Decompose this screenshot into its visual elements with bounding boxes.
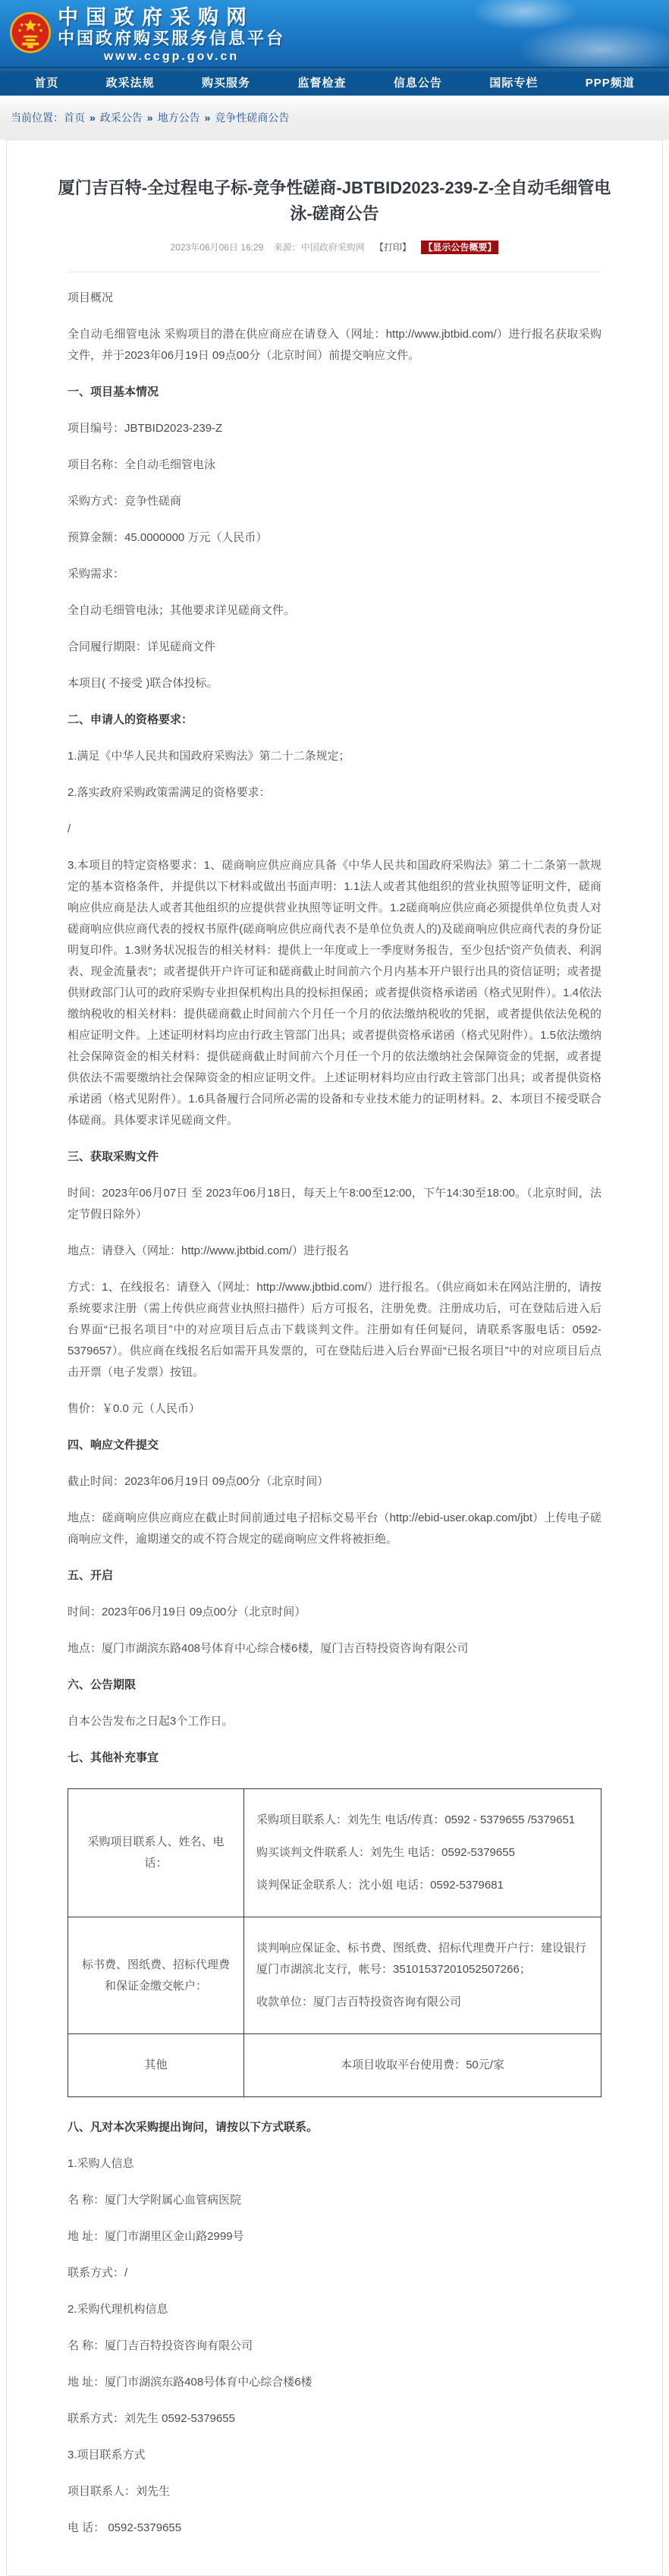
nav-item-purchase-services[interactable]: 购买服务 (202, 76, 251, 90)
table-label-payment-account: 标书费、图纸费、招标代理费和保证金缴交帐户： (68, 1917, 244, 2034)
section-heading-inquiries: 八、凡对本次采购提出询问，请按以下方式联系。 (68, 2121, 319, 2134)
breadcrumb-item-local[interactable]: 地方公告 (157, 112, 200, 124)
procurement-demand-label: 采购需求： (68, 568, 125, 581)
agency-info-label: 2.采购代理机构信息 (68, 2303, 168, 2317)
account-line-bank: 谈判响应保证金、标书费、图纸费、招标代理费开户行：建设银行厦门市湖滨北支行，帐号：35101537201052507266； (256, 1942, 586, 1977)
project-number: 项目编号：JBTBID2023-239-Z (68, 422, 223, 436)
project-contact-person: 项目联系人：刘先生 (68, 2485, 171, 2499)
contact-line-project: 采购项目联系人：刘先生 电话/传真：0592 - 5379655 /5379651 (256, 1813, 576, 1827)
qualification-item-1: 1.满足《中华人民共和国政府采购法》第二十二条规定； (68, 750, 350, 763)
site-header (0, 0, 669, 67)
nav-item-regulations[interactable]: 政采法规 (105, 76, 155, 90)
section-heading-opening: 五、开启 (68, 1569, 114, 1583)
qualification-item-3: 3.本项目的特定资格要求：1、磋商响应供应商应具备《中华人民共和国政府采购法》第二十二条第一款规定的基本资格条件，并提供以下材料或做出书面声明：1.1法人或者其他组织的营业执照等证明文件，磋商响应供应商是法人或者其他组织的应提供营业执照等证明文件。1.2磋商响应供应商必须提供单位负责人对磋商响应供应商代表的授权书原件(磋商响应供应商代表不是单位负责人的)及磋商响应供应商代表的身份证明复印件。1.3财务状况报告的相关材料：提供上一年度或上一季度财务报告，至少包括“资产负债表、利润表、现金流量表”；或者提供开户许可证和磋商截止时间前六个月内基本开户银行出具的资信证明；或者提供财政部门认可的政府采购专业担保机构出具的投标担保函；或者提供资格承诺函（格式见附件）。1.4依法缴纳税收的相关材料：提供磋商截止时间前六个月任一个月的依法缴纳税收的凭据，或者提供依法免税的相应证明文件。上述证明材料均应由行政主管部门出具；或者提供资格承诺函（格式见附件）。1.5依法缴纳社会保障资金的相关材料：提供磋商截止时间前六个月任一个月的依法缴纳社会保障资金的凭据，或者提供依法不需要缴纳社会保障资金的相应证明文件。上述证明材料均应由行政主管部门出具；或者提供资格承诺函（格式见附件）。1.6具备履行合同所必需的设备和专业技术能力的证明材料。2、本项目不接受联合体磋商。具体要求详见磋商文件。 (68, 859, 601, 1128)
consortium-bid-note: 本项目( 不接受 )联合体投标。 (68, 677, 218, 690)
breadcrumb-item-competitive-consultation[interactable]: 竞争性磋商公告 (215, 112, 290, 124)
obtain-time: 时间：2023年06月07日 至 2023年06月18日，每天上午8:00至12:00，下午14:30至18:00。（北京时间，法定节假日除外） (68, 1187, 601, 1222)
nav-item-ppp-channel[interactable]: PPP频道 (585, 76, 635, 90)
project-overview-label: 项目概况 (68, 291, 114, 305)
breadcrumb-item-announcements[interactable]: 政采公告 (99, 112, 143, 124)
agency-address: 地 址：厦门市湖滨东路408号体育中心综合楼6楼 (68, 2376, 313, 2389)
nav-item-home[interactable]: 首页 (34, 76, 59, 90)
opening-place: 地点：厦门市湖滨东路408号体育中心综合楼6楼，厦门吉百特投资咨询有限公司 (68, 1642, 469, 1656)
contract-period: 合同履行期限：详见磋商文件 (68, 640, 216, 654)
section-heading-obtain-documents: 三、获取采购文件 (68, 1150, 159, 1164)
purchaser-contact: 联系方式：/ (68, 2266, 128, 2280)
announcement-period-text: 自本公告发布之日起3个工作日。 (68, 1715, 234, 1728)
table-label-other: 其他 (68, 2034, 244, 2097)
purchaser-name: 名 称：厦门大学附属心血管病医院 (68, 2194, 242, 2207)
site-title: 中国政府采购网 (58, 6, 254, 29)
announcement-article (6, 140, 663, 2576)
project-name: 项目名称：全自动毛细管电泳 (68, 458, 216, 472)
project-overview-text: 全自动毛细管电泳 采购项目的潜在供应商应在请登入（网址：http://www.jbtbid.com/）进行报名获取采购文件，并于2023年06月19日 09点00分（北京时间）前提交响应文件。 (68, 328, 601, 363)
section-heading-response-submission: 四、响应文件提交 (68, 1439, 159, 1452)
agency-contact: 联系方式：刘先生 0592-5379655 (68, 2412, 235, 2426)
breadcrumb-separator: » (146, 112, 153, 124)
table-value-other (243, 2034, 601, 2097)
table-row-contacts (68, 1789, 601, 1917)
section-heading-supplementary: 七、其他补充事宜 (68, 1751, 159, 1765)
obtain-place: 地点：请登入（网址：http://www.jbtbid.com/）进行报名 (68, 1244, 349, 1258)
nav-item-international[interactable]: 国际专栏 (489, 76, 539, 90)
submission-place: 地点：磋商响应供应商应在截止时间前通过电子招标交易平台（http://ebid-user.okap.com/jbt）上传电子磋商响应文件，逾期递交的或不符合规定的磋商响应文件将被拒绝。 (68, 1511, 601, 1546)
table-row-payment-account (68, 1917, 601, 2034)
article-meta (68, 241, 601, 272)
qualification-item-2: 2.落实政府采购政策需满足的资格要求： (68, 786, 271, 800)
national-emblem-logo (9, 10, 52, 55)
section-heading-qualifications: 二、申请人的资格要求： (68, 713, 193, 727)
obtain-method: 方式：1、在线报名：请登入（网址：http://www.jbtbid.com/）进行报名。（供应商如未在网站注册的，请按系统要求注册（需上传供应商营业执照扫描件）后方可报名，注册免费。注册成功后，可在登陆后进入后台界面“已报名项目”中的对应项目后点击下载谈判文件。注册如有任何疑问，请联系客服电话：0592-5379657）。供应商在线报名后如需开具发票的，可在登陆后进入后台界面“已报名项目”中的对应项目后点击开票（电子发票）按钮。 (68, 1281, 601, 1379)
contact-line-deposit: 谈判保证金联系人：沈小姐 电话：0592-5379681 (256, 1879, 504, 1892)
page-title: 厦门吉百特-全过程电子标-竞争性磋商-JBTBID2023-239-Z-全自动毛细管电泳-磋商公告 (58, 178, 611, 224)
breadcrumb-prefix: 当前位置： (11, 112, 64, 124)
procurement-demand-text: 全自动毛细管电泳；其他要求详见磋商文件。 (68, 604, 296, 618)
print-button[interactable]: 【打印】 (375, 242, 412, 253)
section-heading-basic-info: 一、项目基本情况 (68, 385, 159, 399)
supplementary-info-table (68, 1788, 601, 2097)
breadcrumb-separator: » (204, 112, 211, 124)
project-contact-phone: 电 话： 0592-5379655 (68, 2521, 182, 2535)
show-summary-button[interactable]: 【显示公告概要】 (421, 241, 498, 254)
nav-item-announcements[interactable]: 信息公告 (393, 76, 442, 90)
document-price: 售价：￥0.0 元（人民币） (68, 1402, 201, 1416)
publish-datetime: 2023年06月06日 16:29 (170, 242, 264, 253)
project-contact-label: 3.项目联系方式 (68, 2449, 146, 2462)
section-heading-announcement-period: 六、公告期限 (68, 1678, 137, 1692)
table-value-payment-account (243, 1917, 601, 2034)
breadcrumb (0, 96, 669, 140)
qualification-item-2-value: / (68, 822, 71, 836)
other-line-platform-fee: 本项目收取平台使用费：50元/家 (341, 2059, 504, 2072)
article-source: 来源：中国政府采购网 (273, 242, 365, 253)
agency-name: 名 称：厦门吉百特投资咨询有限公司 (68, 2339, 253, 2353)
table-value-contacts (243, 1789, 601, 1917)
opening-time: 时间：2023年06月19日 09点00分（北京时间） (68, 1606, 306, 1619)
account-line-payee: 收款单位：厦门吉百特投资咨询有限公司 (256, 1996, 461, 2009)
purchaser-info-label: 1.采购人信息 (68, 2157, 134, 2171)
article-body (68, 288, 601, 2539)
site-url: www.ccgp.gov.cn (103, 50, 240, 63)
breadcrumb-separator: » (90, 112, 96, 124)
contact-line-documents: 购买谈判文件联系人：刘先生 电话：0592-5379655 (256, 1846, 515, 1860)
table-row-other (68, 2034, 601, 2097)
breadcrumb-item-home[interactable]: 首页 (64, 112, 85, 124)
site-title-block (58, 6, 285, 65)
site-subtitle: 中国政府购买服务信息平台 (58, 29, 286, 48)
submission-deadline: 截止时间：2023年06月19日 09点00分（北京时间） (68, 1475, 329, 1489)
table-label-contacts: 采购项目联系人、姓名、电话： (68, 1789, 244, 1917)
budget-amount: 预算金额：45.0000000 万元（人民币） (68, 531, 268, 545)
procurement-method: 采购方式：竞争性磋商 (68, 495, 182, 508)
main-nav (0, 67, 669, 96)
purchaser-address: 地 址：厦门市湖里区金山路2999号 (68, 2230, 244, 2244)
nav-item-supervision[interactable]: 监督检查 (297, 76, 347, 90)
